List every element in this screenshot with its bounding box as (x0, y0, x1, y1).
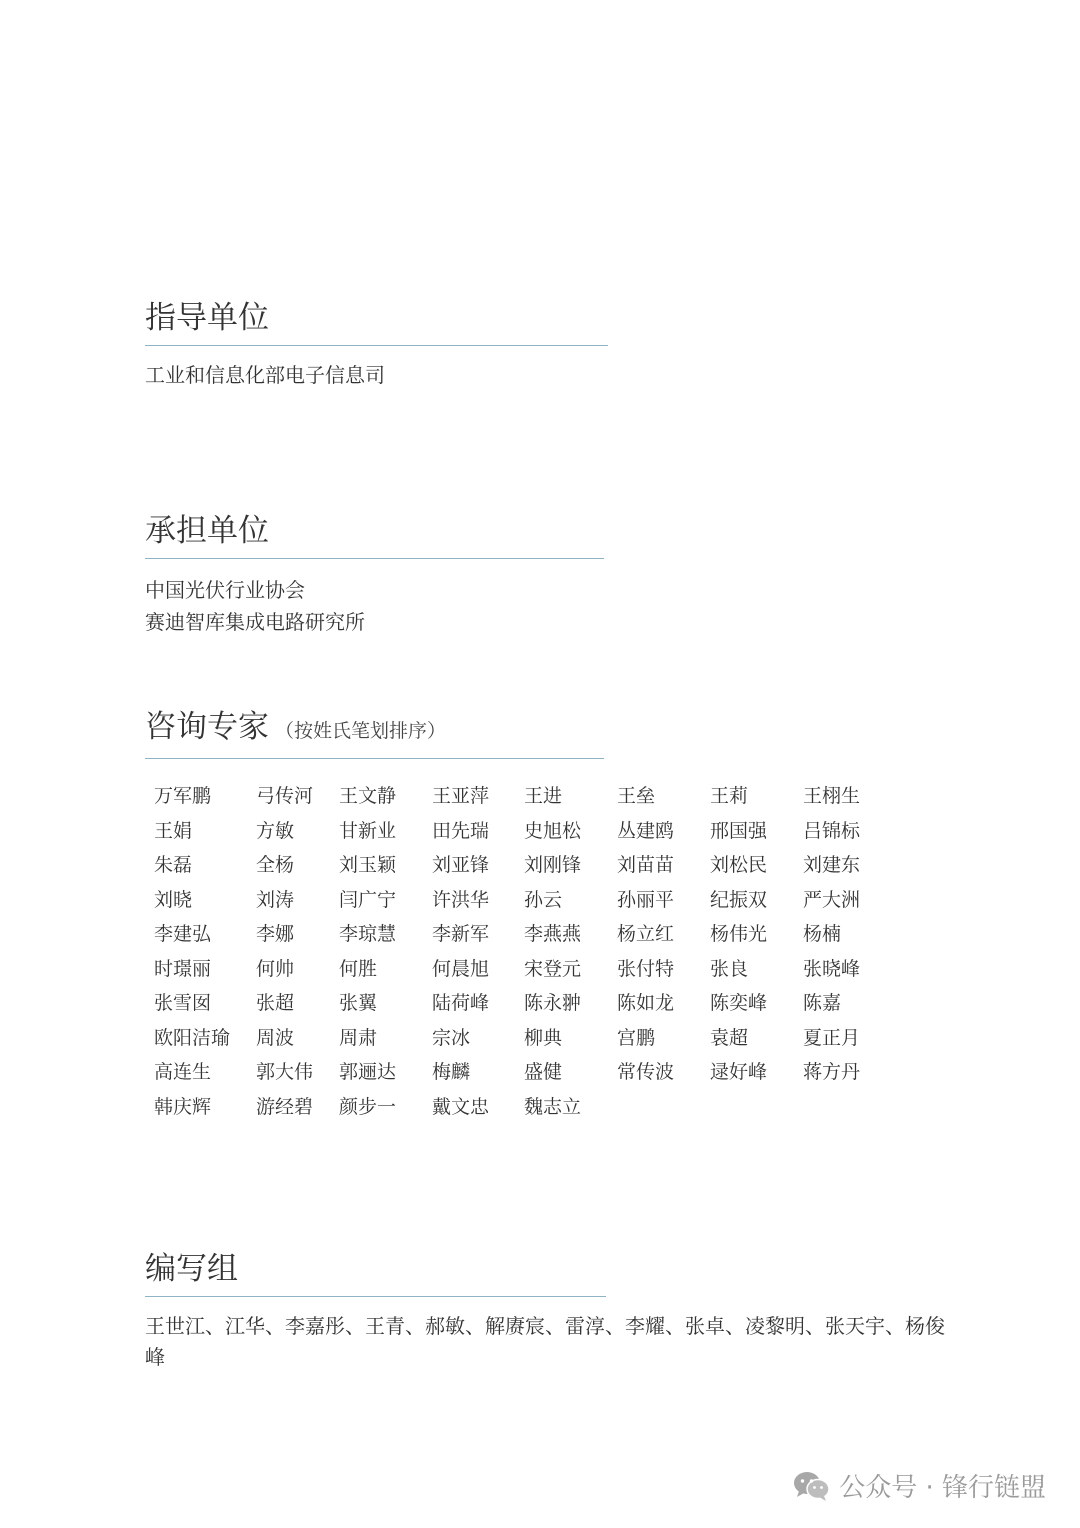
expert-name: 邢国强 (710, 819, 768, 842)
expert-name: 柳典 (524, 1026, 563, 1049)
expert-name: 李新军 (432, 923, 490, 945)
experts-title-text: 咨询专家 (145, 709, 269, 745)
guidance-section (145, 298, 608, 391)
expert-name: 许洪华 (432, 888, 490, 911)
expert-name: 刘涛 (256, 888, 295, 911)
expert-name: 王进 (524, 785, 563, 807)
expert-name: 全杨 (256, 854, 295, 876)
expert-name: 王莉 (710, 785, 749, 807)
expert-name: 丛建鸥 (617, 819, 675, 842)
expert-name: 张翼 (339, 992, 378, 1014)
expert-name: 史旭松 (524, 819, 582, 842)
guidance-divider (145, 345, 608, 346)
expert-name: 张良 (710, 957, 749, 980)
guidance-list (145, 359, 608, 391)
watermark (793, 1467, 1046, 1504)
experts-title (145, 707, 896, 751)
expert-name: 游经碧 (256, 1095, 314, 1118)
expert-name: 周波 (256, 1026, 295, 1049)
experts-section (145, 707, 896, 1124)
expert-name: 时璟丽 (154, 957, 212, 980)
expert-name: 夏正月 (803, 1026, 861, 1049)
expert-name: 郭大伟 (256, 1061, 314, 1083)
expert-name: 袁超 (710, 1026, 749, 1049)
expert-name: 王垒 (617, 785, 656, 807)
expert-name: 张超 (256, 992, 295, 1014)
expert-name: 宗冰 (432, 1026, 471, 1049)
expert-name: 王文静 (339, 785, 397, 807)
undertaking-title: 承担单位 (145, 513, 269, 549)
expert-name: 戴文忠 (432, 1095, 490, 1118)
expert-name: 弓传河 (256, 785, 314, 807)
expert-name: 宫鹏 (617, 1026, 656, 1049)
expert-name: 陈奕峰 (710, 992, 768, 1014)
undertaking-unit: 赛迪智库集成电路研究所 (145, 610, 365, 634)
expert-name: 李燕燕 (524, 923, 582, 945)
undertaking-section (145, 511, 604, 638)
expert-name-grid (154, 779, 896, 1124)
expert-name: 颜步一 (339, 1095, 397, 1118)
expert-name: 纪振双 (710, 888, 768, 911)
expert-name: 逯好峰 (710, 1061, 768, 1083)
expert-name: 陈永翀 (524, 992, 582, 1014)
guidance-unit: 工业和信息化部电子信息司 (145, 363, 385, 387)
writing-group-divider (145, 1296, 606, 1297)
expert-name: 王栩生 (803, 785, 861, 807)
expert-name: 张付特 (617, 957, 675, 980)
expert-name: 刘晓 (154, 888, 193, 911)
expert-name: 朱磊 (154, 854, 193, 876)
expert-name: 闫广宁 (339, 888, 397, 911)
expert-name: 王娟 (154, 819, 193, 842)
guidance-title: 指导单位 (145, 300, 269, 336)
expert-name: 何胜 (339, 957, 378, 980)
writing-group-title: 编写组 (145, 1251, 238, 1287)
expert-name: 韩庆辉 (154, 1095, 212, 1118)
experts-divider (145, 758, 604, 759)
watermark-label: 公众号 · 锋行链盟 (839, 1473, 1046, 1503)
expert-name: 李娜 (256, 923, 295, 945)
expert-name: 甘新业 (339, 819, 397, 842)
expert-name: 杨伟光 (710, 923, 768, 945)
undertaking-divider (145, 558, 604, 559)
expert-name: 田先瑞 (432, 819, 490, 842)
expert-name: 常传波 (617, 1061, 675, 1083)
wechat-icon (793, 1470, 831, 1502)
expert-name: 刘刚锋 (524, 854, 582, 876)
expert-name: 刘建东 (803, 854, 861, 876)
writing-group-members: 王世江、江华、李嘉彤、王青、郝敏、解赓宸、雷淳、李耀、张卓、凌黎明、张天宇、杨俊峰 (145, 1314, 945, 1369)
expert-name: 刘松民 (710, 854, 768, 876)
expert-name: 魏志立 (524, 1095, 582, 1118)
expert-name: 杨立红 (617, 923, 675, 945)
experts-sort-note: （按姓氏笔划排序） (275, 720, 447, 742)
writing-group-section (145, 1249, 945, 1373)
expert-name: 陈如龙 (617, 992, 675, 1014)
undertaking-unit: 中国光伏行业协会 (145, 578, 305, 602)
expert-name: 陆荷峰 (432, 992, 490, 1014)
expert-name: 刘苗苗 (617, 854, 675, 876)
expert-name: 宋登元 (524, 957, 582, 980)
expert-name: 万军鹏 (154, 785, 212, 807)
expert-name: 刘亚锋 (432, 854, 490, 876)
expert-name: 郭逦达 (339, 1061, 397, 1083)
expert-name: 盛健 (524, 1061, 563, 1083)
expert-name: 蒋方丹 (803, 1061, 861, 1083)
expert-name: 孙丽平 (617, 888, 675, 911)
expert-name: 张晓峰 (803, 957, 861, 980)
expert-name: 李建弘 (154, 923, 212, 945)
expert-name: 刘玉颖 (339, 854, 397, 876)
expert-name: 梅麟 (432, 1061, 471, 1083)
expert-name: 杨楠 (803, 923, 842, 945)
expert-name: 张雪囡 (154, 992, 212, 1014)
expert-name: 何帅 (256, 957, 295, 980)
expert-name: 严大洲 (803, 888, 861, 911)
expert-name: 李琼慧 (339, 923, 397, 945)
expert-name: 方敏 (256, 819, 295, 842)
expert-name: 吕锦标 (803, 819, 861, 842)
expert-name: 欧阳洁瑜 (154, 1026, 231, 1049)
expert-name: 周肃 (339, 1026, 378, 1049)
expert-name: 何晨旭 (432, 957, 490, 980)
expert-name: 孙云 (524, 888, 563, 911)
expert-name: 高连生 (154, 1061, 212, 1083)
expert-name: 陈嘉 (803, 992, 842, 1014)
expert-name: 王亚萍 (432, 785, 490, 807)
undertaking-list (145, 574, 604, 638)
